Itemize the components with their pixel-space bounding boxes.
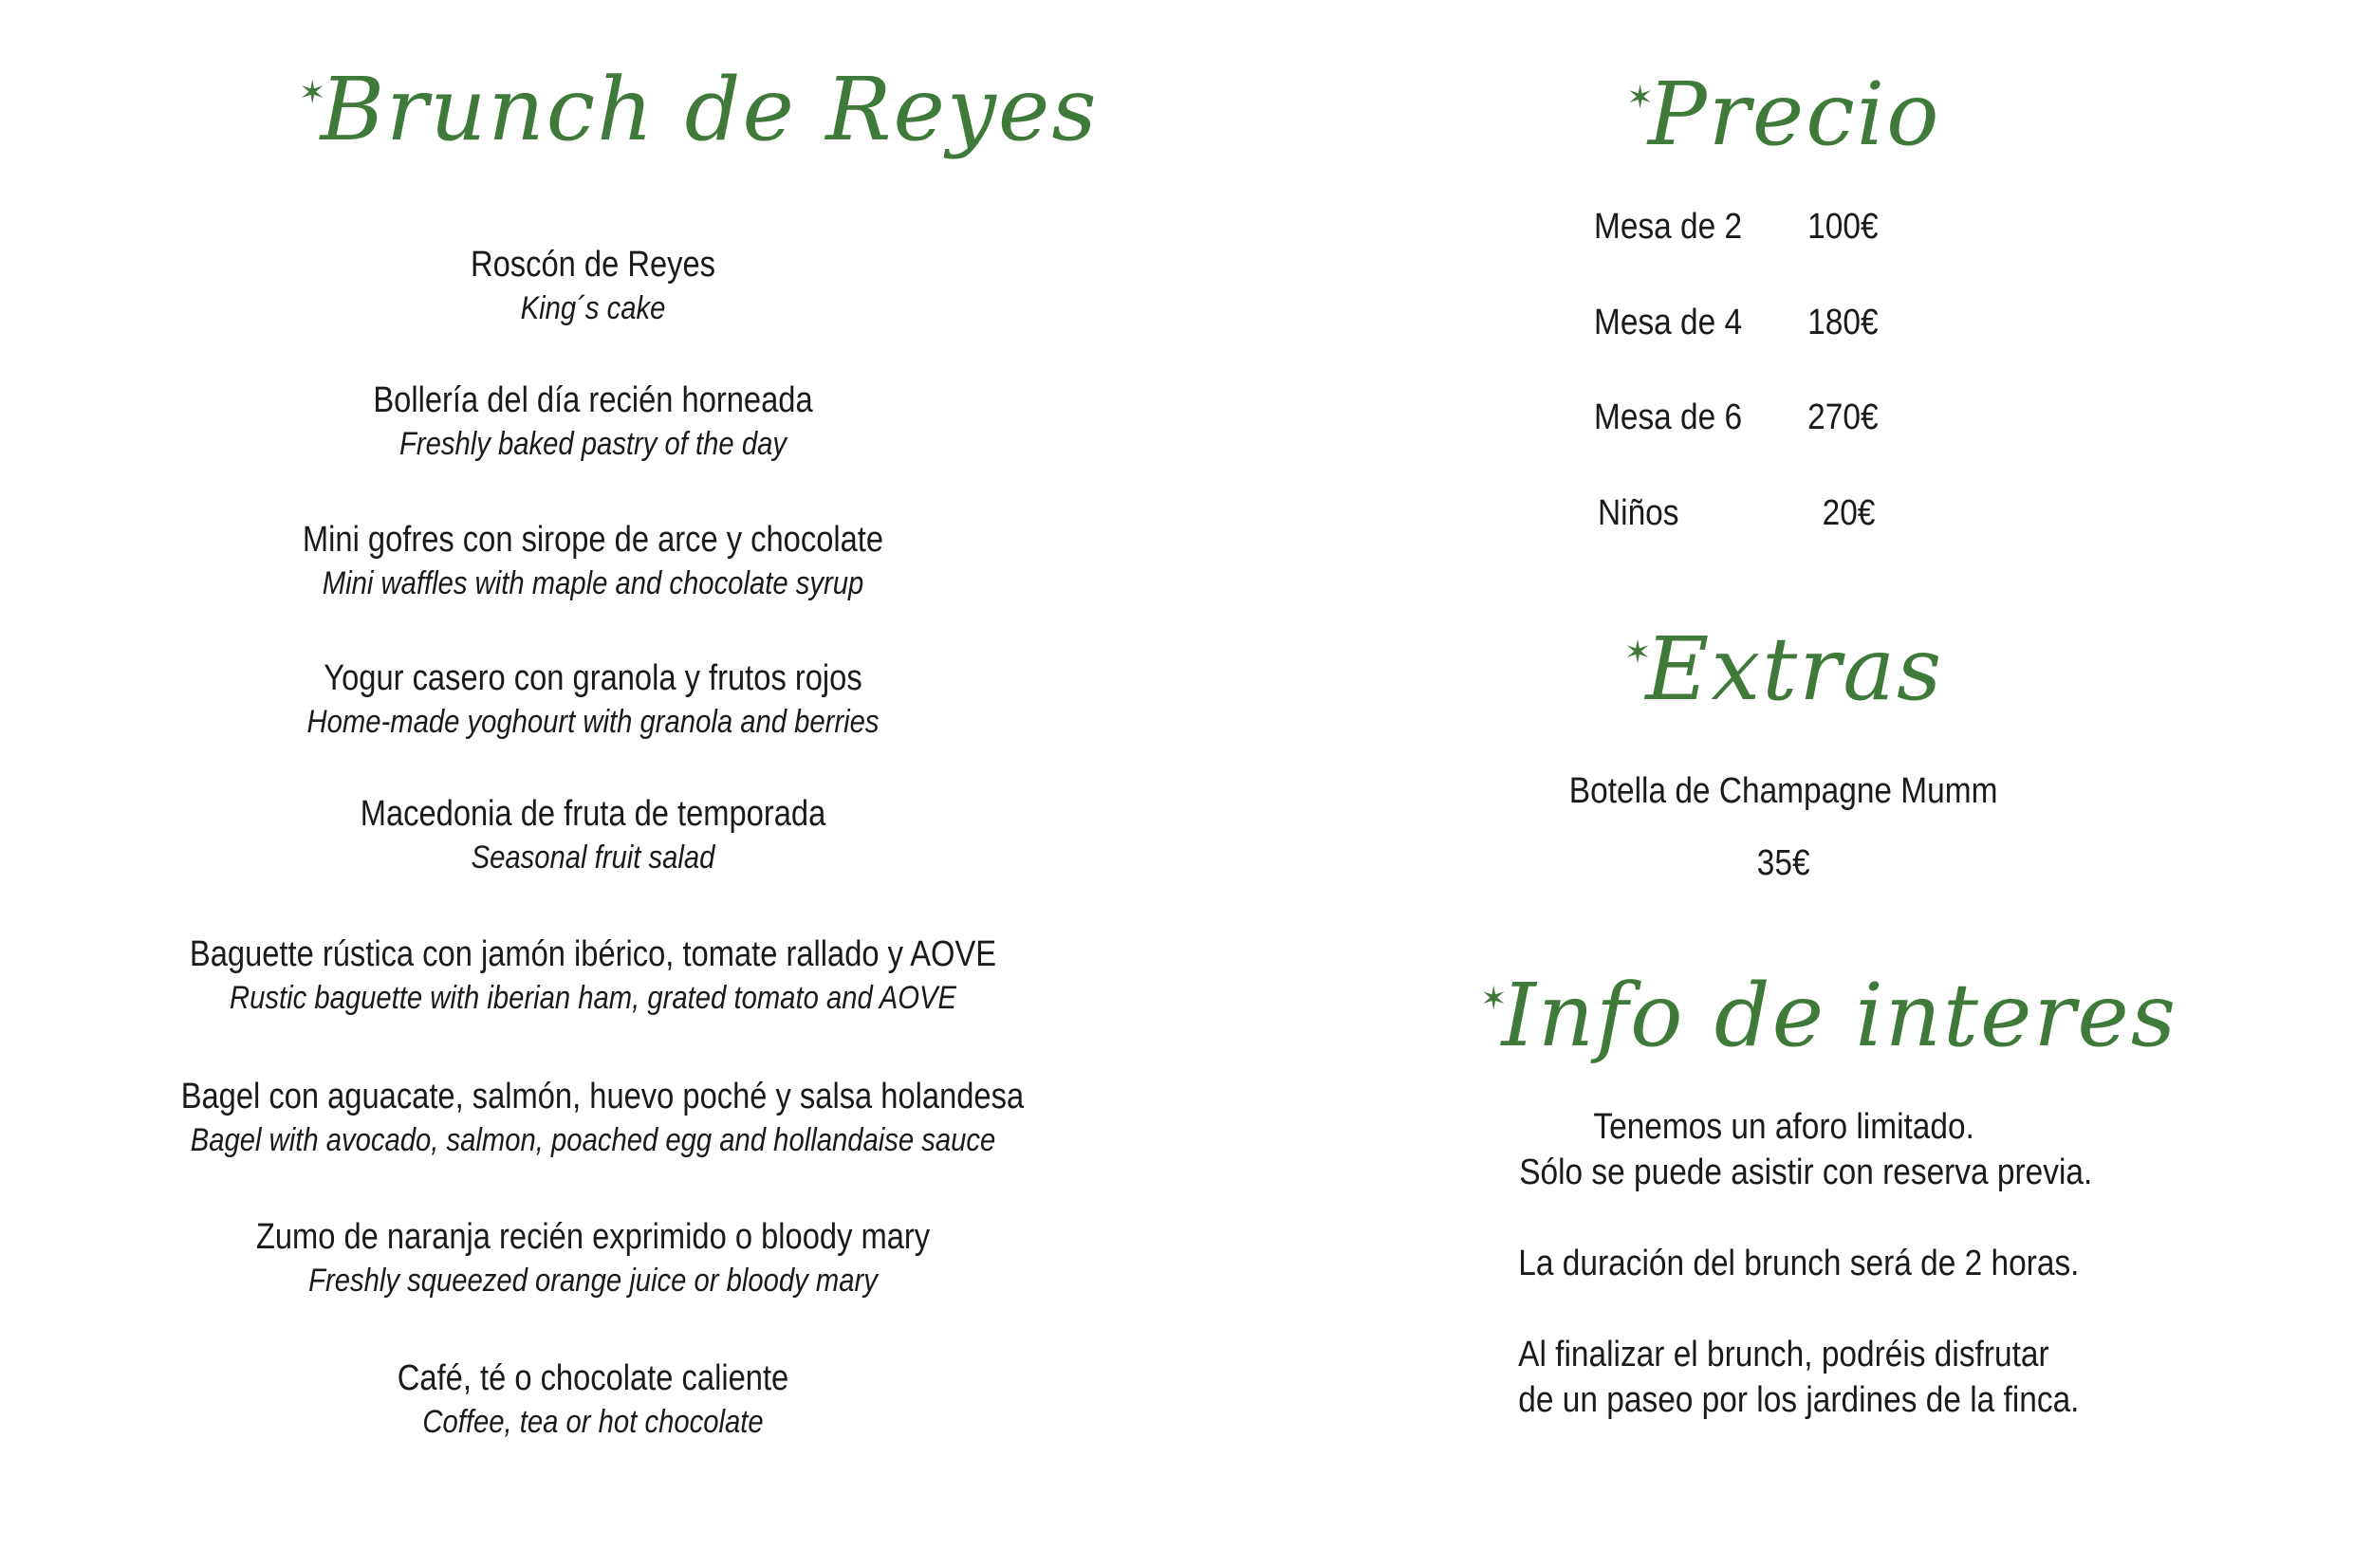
menu-item-es: Baguette rústica con jamón ibérico, tomate rallado y AOVE xyxy=(189,934,997,974)
menu-item-en: Bagel with avocado, salmon, poached egg and hollandaise sauce xyxy=(190,1122,996,1158)
info-line xyxy=(1480,1331,2087,1378)
menu-item xyxy=(114,1214,1072,1301)
info-line-text: La duración del brunch será de 2 horas. xyxy=(1518,1244,2080,1283)
price-value: 180€ xyxy=(1807,303,1879,342)
menu-item xyxy=(114,378,1072,465)
star-icon: ✶ xyxy=(1623,634,1654,672)
price-title-text: Precio xyxy=(1647,64,1941,165)
info-line xyxy=(1480,1149,2093,1196)
price-row xyxy=(1594,299,1973,346)
menu-item-es: Mini gofres con sirope de arce y chocolate xyxy=(302,520,884,560)
extras-item xyxy=(1480,767,2087,815)
menu-item-es: Macedonia de fruta de temporada xyxy=(360,794,826,834)
price-value: 100€ xyxy=(1807,207,1879,247)
extras-title xyxy=(1613,618,1955,720)
menu-item-es: Bollería del día recién horneada xyxy=(373,380,813,420)
info-line xyxy=(1480,1240,2087,1287)
info-title xyxy=(1480,965,2178,1066)
star-icon: ✶ xyxy=(299,74,328,112)
info-line-text: Al finalizar el brunch, podréis disfrutar xyxy=(1518,1335,2049,1374)
menu-item-en: Freshly squeezed orange juice or bloody mary xyxy=(308,1263,878,1299)
menu-title xyxy=(299,59,1099,160)
menu-item-en: King´s cake xyxy=(520,290,666,326)
info-line xyxy=(1480,1376,2087,1424)
menu-item xyxy=(114,1356,1072,1443)
menu-item xyxy=(114,791,1072,878)
star-icon: ✶ xyxy=(1480,980,1510,1018)
menu-item xyxy=(114,932,1072,1019)
info-line-text: de un paseo por los jardines de la finca. xyxy=(1518,1380,2080,1420)
menu-item-en: Coffee, tea or hot chocolate xyxy=(422,1404,764,1440)
menu-item-es: Café, té o chocolate caliente xyxy=(397,1358,789,1398)
menu-item-en: Seasonal fruit salad xyxy=(471,839,715,876)
menu-item xyxy=(114,1074,1072,1161)
menu-item-es: Zumo de naranja recién exprimido o bloody mary xyxy=(255,1217,931,1257)
price-title xyxy=(1594,64,1973,165)
menu-item-en: Mini waffles with maple and chocolate syrup xyxy=(322,565,864,601)
price-label: Mesa de 6 xyxy=(1594,397,1743,437)
price-label: Niños xyxy=(1598,493,1679,533)
price-label: Mesa de 2 xyxy=(1594,207,1743,247)
menu-item xyxy=(114,242,1072,329)
menu-item-en: Home-made yoghourt with granola and berries xyxy=(306,704,880,740)
menu-item xyxy=(114,655,1072,743)
price-value: 270€ xyxy=(1807,397,1879,437)
menu-item-es: Bagel con aguacate, salmón, huevo poché y salsa holandesa xyxy=(180,1077,1025,1116)
price-row xyxy=(1594,394,1973,441)
extras-item-text: Botella de Champagne Mumm xyxy=(1569,771,1998,811)
info-line xyxy=(1480,1103,2087,1151)
extras-price xyxy=(1480,839,2087,887)
menu-item-es: Roscón de Reyes xyxy=(471,245,715,285)
menu-item-en: Rustic baguette with iberian ham, grated tomato and AOVE xyxy=(229,980,957,1016)
menu-item-es: Yogur casero con granola y frutos rojos xyxy=(324,658,862,698)
extras-price-text: 35€ xyxy=(1757,843,1810,883)
menu-item xyxy=(114,517,1072,604)
info-title-text: Info de interes xyxy=(1501,965,2178,1066)
info-line-text: Sólo se puede asistir con reserva previa. xyxy=(1519,1153,2093,1192)
info-line-text: Tenemos un aforo limitado. xyxy=(1593,1107,1974,1147)
star-icon: ✶ xyxy=(1626,79,1656,117)
menu-item-en: Freshly baked pastry of the day xyxy=(399,426,787,462)
price-value: 20€ xyxy=(1822,493,1875,533)
price-row xyxy=(1594,489,1973,537)
extras-title-text: Extras xyxy=(1645,618,1944,720)
price-row xyxy=(1594,203,1973,250)
menu-title-text: Brunch de Reyes xyxy=(320,59,1099,160)
price-label: Mesa de 4 xyxy=(1594,303,1743,342)
